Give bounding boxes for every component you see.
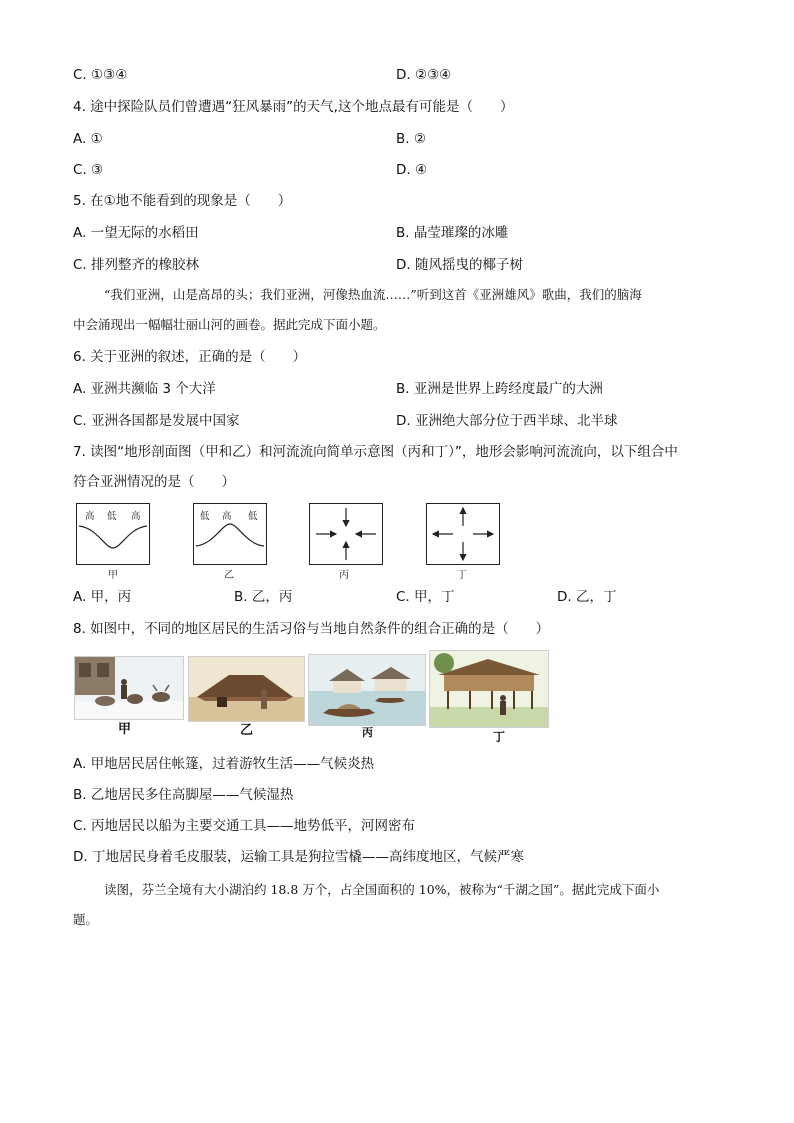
jia-label-mid: 低 xyxy=(107,511,117,522)
q7-option-b: B. 乙，丙 xyxy=(234,589,293,605)
stilt-house-illustration xyxy=(430,651,548,727)
q8-option-d: D. 丁地居民身着毛皮服装，运输工具是狗拉雪橇——高纬度地区，气候严寒 xyxy=(73,849,524,865)
q8-option-c: C. 丙地居民以船为主要交通工具——地势低平，河网密布 xyxy=(73,818,416,834)
q8-stem: 8. 如图中，不同的地区居民的生活习俗与当地自然条件的组合正确的是（ ） xyxy=(73,621,550,637)
q8-option-b: B. 乙地居民多住高脚屋——气候湿热 xyxy=(73,787,294,803)
picture-bing-waterway xyxy=(308,654,426,726)
q4-option-c: C. ③ xyxy=(73,162,104,178)
q6-stem: 6. 关于亚洲的叙述，正确的是（ ） xyxy=(73,349,307,365)
q6-option-a: A. 亚洲共濒临 3 个大洋 xyxy=(73,381,216,397)
passage1-line1: “我们亚洲，山是高昂的头；我们亚洲，河像热血流……”听到这首《亚洲雄风》歌曲，我们的脑海 xyxy=(104,287,642,302)
picture-ding-stilt-house xyxy=(429,650,549,728)
picture-jia-caption: 甲 xyxy=(118,722,132,737)
picture-bing-caption: 丙 xyxy=(362,726,373,739)
figure-ding-caption: 丁 xyxy=(457,570,467,581)
q4-option-a: A. ① xyxy=(73,131,103,147)
q4-option-b: B. ② xyxy=(396,131,426,147)
figure-yi-caption: 乙 xyxy=(224,570,234,581)
q6-option-b: B. 亚洲是世界上跨经度最广的大洲 xyxy=(396,381,603,397)
passage2-line2: 题。 xyxy=(73,912,99,927)
figure-bing-caption: 丙 xyxy=(339,570,349,581)
q5-option-a: A. 一望无际的水稻田 xyxy=(73,225,199,241)
q5-stem: 5. 在①地不能看到的现象是（ ） xyxy=(73,193,292,209)
q7-stem-line2: 符合亚洲情况的是（ ） xyxy=(73,474,235,490)
desert-tent-illustration xyxy=(189,657,304,721)
q5-option-b: B. 晶莹璀璨的冰雕 xyxy=(396,225,509,241)
picture-yi-caption: 乙 xyxy=(240,723,254,738)
q6-option-d: D. 亚洲绝大部分位于西半球、北半球 xyxy=(396,413,618,429)
q7-stem-line1: 7. 读图“地形剖面图（甲和乙）和河流流向简单示意图（丙和丁）”，地形会影响河流流向，以下组合中 xyxy=(73,444,678,460)
jia-label-right: 高 xyxy=(131,511,141,522)
yi-label-left: 低 xyxy=(200,511,210,522)
q7-option-a: A. 甲，丙 xyxy=(73,589,132,605)
figure-ding-flow xyxy=(426,503,500,565)
picture-ding-caption: 丁 xyxy=(493,730,506,744)
inward-arrows-icon xyxy=(310,504,382,564)
reindeer-sled-illustration xyxy=(75,657,183,719)
q7-option-c: C. 甲，丁 xyxy=(396,589,455,605)
q4-option-d: D. ④ xyxy=(396,162,428,178)
figure-jia-caption: 甲 xyxy=(108,570,118,581)
q7-option-d: D. 乙，丁 xyxy=(557,589,617,605)
water-village-illustration xyxy=(309,655,425,725)
yi-label-right: 低 xyxy=(248,511,258,522)
q5-option-c: C. 排列整齐的橡胶林 xyxy=(73,257,200,273)
q8-option-a: A. 甲地居民居住帐篷，过着游牧生活——气候炎热 xyxy=(73,756,375,772)
outward-arrows-icon xyxy=(427,504,499,564)
figure-yi-profile xyxy=(193,503,267,565)
figure-bing-flow xyxy=(309,503,383,565)
jia-label-left: 高 xyxy=(85,511,95,522)
figure-jia-profile xyxy=(76,503,150,565)
picture-yi-tents xyxy=(188,656,305,722)
q4-stem: 4. 途中探险队员们曾遭遇“狂风暴雨”的天气,这个地点最有可能是（ ） xyxy=(73,99,514,115)
q5-option-d: D. 随风摇曳的椰子树 xyxy=(396,257,523,273)
yi-label-mid: 高 xyxy=(222,511,232,522)
picture-jia-sled xyxy=(74,656,184,720)
passage1-line2: 中会涌现出一幅幅壮丽山河的画卷。据此完成下面小题。 xyxy=(73,317,386,332)
q3-option-d: D. ②③④ xyxy=(396,67,452,83)
q3-option-c: C. ①③④ xyxy=(73,67,128,83)
passage2-line1: 读图，芬兰全境有大小湖泊约 18.8 万个，占全国面积的 10%，被称为“千湖之国”。据此完成下面小 xyxy=(104,882,660,897)
q6-option-c: C. 亚洲各国都是发展中国家 xyxy=(73,413,240,429)
